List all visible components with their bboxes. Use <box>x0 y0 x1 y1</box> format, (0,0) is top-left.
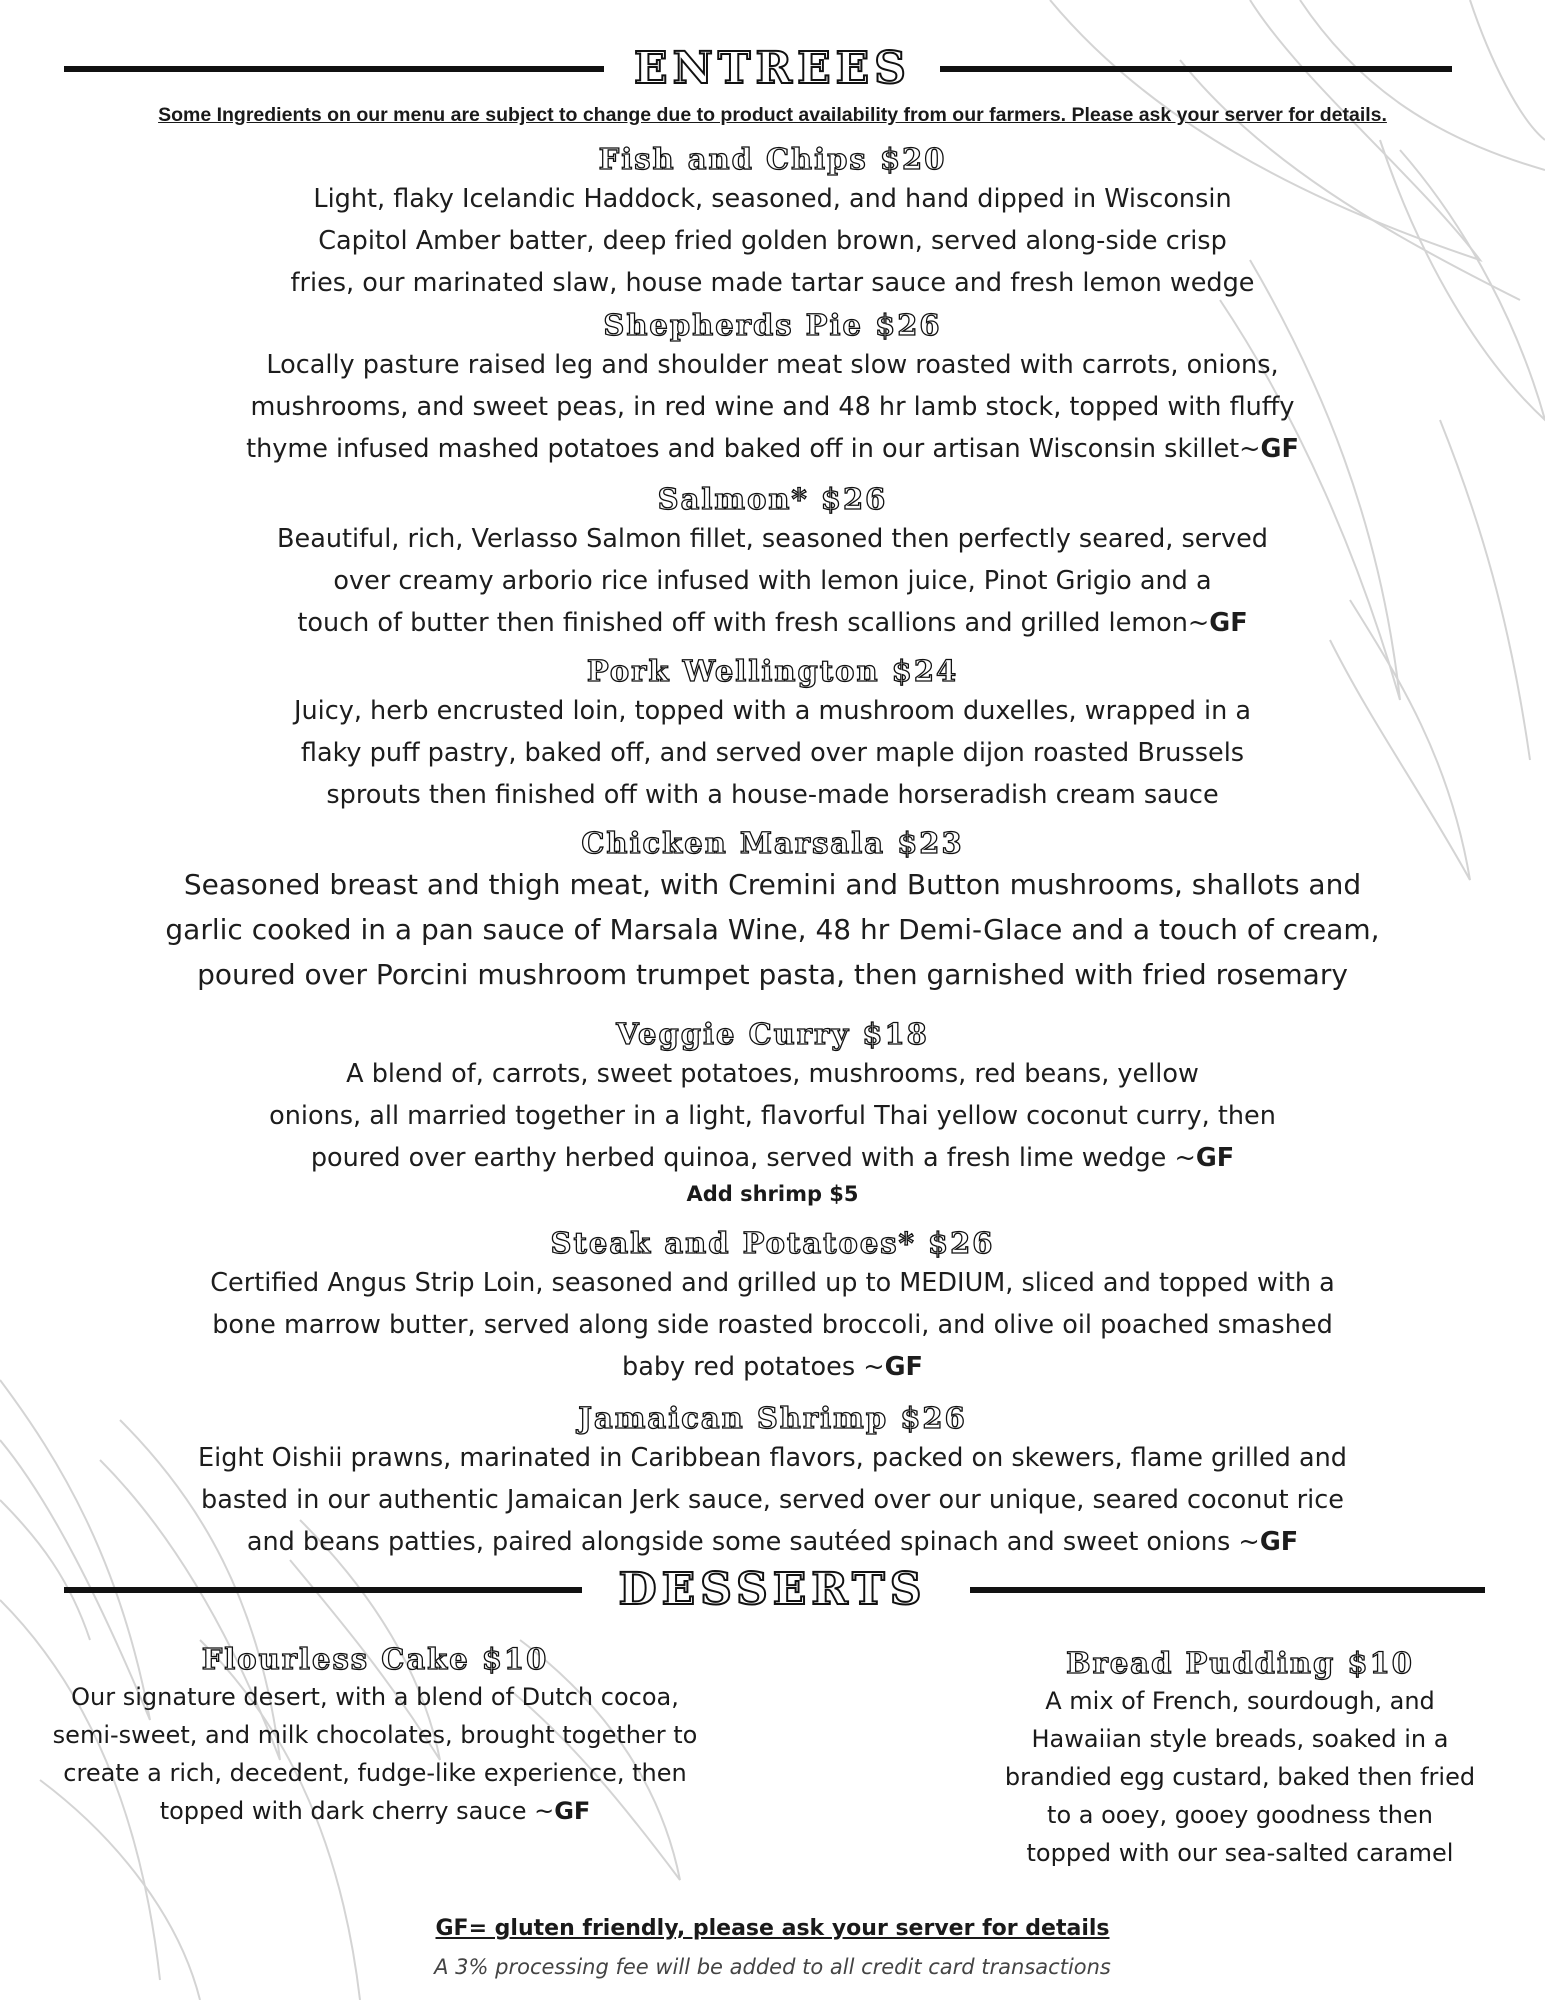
entrees-heading: ENTREES <box>634 43 911 94</box>
description-text: baby red potatoes ~ <box>622 1352 885 1382</box>
description-line: bone marrow butter, served along side roasted broccoli, and olive oil poached smashed <box>212 1310 1333 1340</box>
addon-note: Add shrimp $5 <box>686 1182 859 1206</box>
item-description <box>0 344 1545 470</box>
item-description <box>0 1437 1545 1563</box>
gf-marker: GF <box>1209 608 1248 638</box>
description-line <box>10 1792 740 1830</box>
description-line: Locally pasture raised leg and shoulder meat slow roasted with carrots, onions, <box>266 350 1279 380</box>
item-name: Chicken Marsala $23 <box>581 826 964 860</box>
description-text: poured over earthy herbed quinoa, served with a fresh lime wedge ~ <box>310 1143 1196 1173</box>
gf-marker: GF <box>884 1352 923 1382</box>
description-line: mushrooms, and sweet peas, in red wine and 48 hr lamb stock, topped with fluffy <box>250 392 1295 422</box>
processing-fee-note: A 3% processing fee will be added to all credit card transactions <box>434 1955 1111 1979</box>
description-line: over creamy arborio rice infused with lemon juice, Pinot Grigio and a <box>333 566 1212 596</box>
dessert-item <box>960 1644 1520 1872</box>
item-name: Salmon* $26 <box>657 482 888 516</box>
description-line: flaky puff pastry, baked off, and served over maple dijon roasted Brussels <box>300 738 1245 768</box>
item-name: Bread Pudding $10 <box>1066 1646 1414 1680</box>
description-text: thyme infused mashed potatoes and baked off in our artisan Wisconsin skillet~ <box>246 434 1261 464</box>
description-line: Juicy, herb encrusted loin, topped with a mushroom duxelles, wrapped in a <box>293 696 1252 726</box>
description-text: topped with dark cherry sauce ~ <box>159 1797 555 1825</box>
description-line: Capitol Amber batter, deep fried golden brown, served along-side crisp <box>318 226 1227 256</box>
description-line: garlic cooked in a pan sauce of Marsala Wine, 48 hr Demi-Glace and a touch of cream, <box>165 913 1380 946</box>
gf-marker: GF <box>1259 1527 1299 1557</box>
item-name: Shepherds Pie $26 <box>603 308 942 342</box>
menu-item <box>0 306 1545 470</box>
description-line: Our signature desert, with a blend of Dutch cocoa, <box>71 1683 679 1711</box>
description-line <box>0 602 1545 644</box>
item-name: Flourless Cake $10 <box>201 1642 549 1676</box>
menu-item <box>0 1015 1545 1209</box>
description-line: A blend of, carrots, sweet potatoes, mushrooms, red beans, yellow <box>346 1059 1199 1089</box>
description-line: poured over Porcini mushroom trumpet pasta, then garnished with fried rosemary <box>197 958 1348 991</box>
description-line: create a rich, decedent, fudge-like experience, then <box>63 1759 687 1787</box>
description-line: A mix of French, sourdough, and <box>1045 1687 1435 1715</box>
item-description <box>0 178 1545 304</box>
item-name: Veggie Curry $18 <box>616 1017 929 1051</box>
item-description <box>0 862 1545 997</box>
description-line: brandied egg custard, baked then fried <box>1004 1763 1476 1791</box>
item-description <box>10 1678 740 1830</box>
menu-item <box>0 824 1545 997</box>
menu-item <box>0 1224 1545 1388</box>
description-line: Light, flaky Icelandic Haddock, seasoned, and hand dipped in Wisconsin <box>313 184 1232 214</box>
description-line: basted in our authentic Jamaican Jerk sauce, served over our unique, seared coconut rice <box>201 1485 1344 1515</box>
ingredient-notice: Some Ingredients on our menu are subject to change due to product availability from our farmers. Please ask your server for details. <box>158 104 1387 126</box>
desserts-heading-block <box>0 1555 1545 1625</box>
gf-marker: GF <box>1195 1143 1235 1173</box>
description-line: semi-sweet, and milk chocolates, brought together to <box>52 1721 698 1749</box>
description-line: Eight Oishii prawns, marinated in Caribbean flavors, packed on skewers, flame grilled and <box>198 1443 1347 1473</box>
item-description <box>0 1053 1545 1179</box>
description-line: sprouts then finished off with a house-made horseradish cream sauce <box>326 780 1219 810</box>
item-name: Jamaican Shrimp $26 <box>578 1401 967 1435</box>
description-line: to a ooey, gooey goodness then <box>1047 1801 1433 1829</box>
item-name: Pork Wellington $24 <box>586 654 959 688</box>
entrees-heading-block <box>0 34 1545 104</box>
description-line <box>0 1346 1545 1388</box>
dessert-item <box>10 1640 740 1830</box>
item-name: Steak and Potatoes* $26 <box>550 1226 995 1260</box>
menu-item <box>0 652 1545 816</box>
gf-marker: GF <box>554 1797 591 1825</box>
menu-item <box>0 480 1545 644</box>
description-line <box>0 428 1545 470</box>
description-line: Hawaiian style breads, soaked in a <box>1031 1725 1449 1753</box>
description-line: topped with our sea-salted caramel <box>1026 1839 1454 1867</box>
menu-item <box>0 1399 1545 1563</box>
description-line <box>0 1137 1545 1179</box>
description-line: fries, our marinated slaw, house made tartar sauce and fresh lemon wedge <box>290 268 1255 298</box>
description-line: onions, all married together in a light, flavorful Thai yellow coconut curry, then <box>269 1101 1276 1131</box>
gf-marker: GF <box>1260 434 1299 464</box>
item-description <box>0 690 1545 816</box>
desserts-heading: DESSERTS <box>618 1564 927 1615</box>
item-description <box>0 1262 1545 1388</box>
description-text: touch of butter then finished off with fresh scallions and grilled lemon~ <box>297 608 1210 638</box>
menu-item <box>0 140 1545 304</box>
description-line: Seasoned breast and thigh meat, with Cremini and Button mushrooms, shallots and <box>183 868 1362 901</box>
gluten-friendly-note: GF= gluten friendly, please ask your server for details <box>435 1916 1110 1941</box>
description-line: Certified Angus Strip Loin, seasoned and grilled up to MEDIUM, sliced and topped with a <box>210 1268 1335 1298</box>
item-description <box>0 518 1545 644</box>
item-name: Fish and Chips $20 <box>598 142 947 176</box>
description-line: Beautiful, rich, Verlasso Salmon fillet, seasoned then perfectly seared, served <box>277 524 1268 554</box>
item-description <box>960 1682 1520 1872</box>
description-text: and beans patties, paired alongside some sautéed spinach and sweet onions ~ <box>246 1527 1260 1557</box>
